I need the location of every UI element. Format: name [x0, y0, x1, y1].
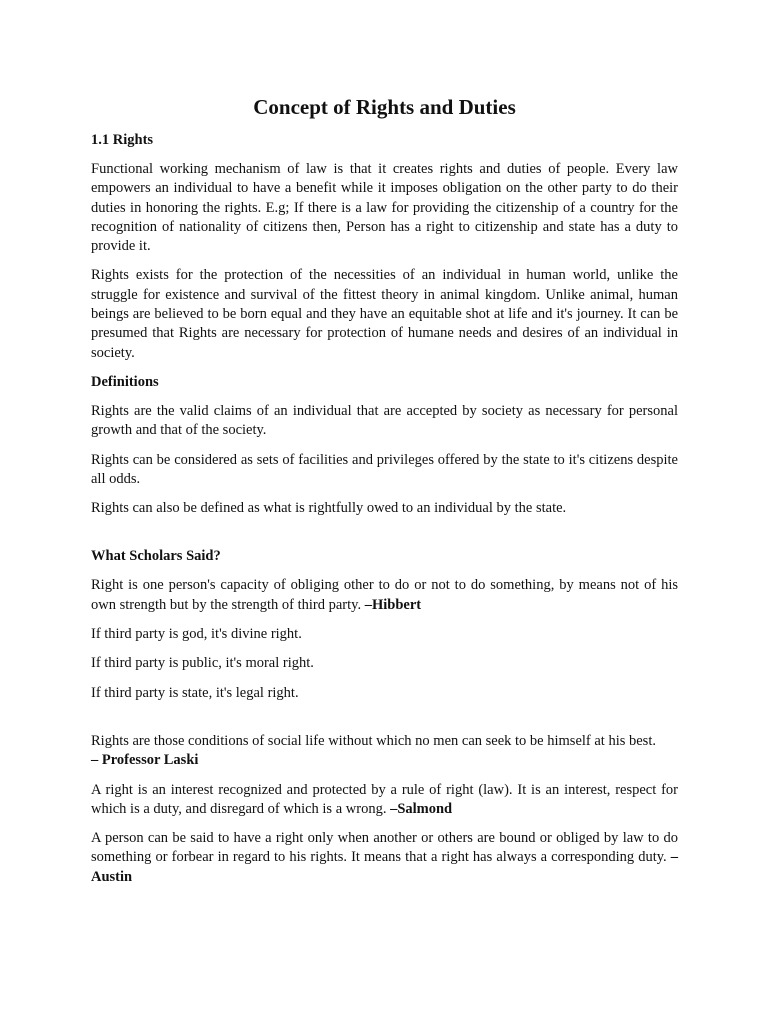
definition-2: Rights can be considered as sets of facilities and privileges offered by the state to it's citizens despite all odds.: [91, 451, 678, 487]
third-party-line-2: If third party is public, it's moral right.: [91, 655, 314, 672]
quote-hibbert-author: –Hibbert: [364, 596, 422, 613]
document-page: [91, 94, 678, 897]
definition-1: Rights are the valid claims of an individual that are accepted by society as necessary for personal growth and that of the society.: [91, 402, 678, 439]
quote-laski-text: Rights are those conditions of social life without which no men can seek to be himself at his best.: [91, 732, 656, 749]
blank-line: [91, 713, 678, 732]
definition-3: Rights can also be defined as what is rightfully owed to an individual by the state.: [91, 500, 567, 517]
paragraph-intro-2: Rights exists for the protection of the necessities of an individual in human world, unlike the struggle for existence and survival of the fittest theory in animal kingdom. Unlike animal, human beings are believed to be born equal and they have an equitable shot at life and it's journey. It can be presumed that Rights are necessary for protection of humane needs and desires of an individual in society.: [91, 267, 678, 361]
blank-line: [91, 528, 678, 547]
third-party-line-3: If third party is state, it's legal right.: [91, 684, 299, 701]
definitions-heading: Definitions: [91, 373, 159, 390]
paragraph-intro-1: Functional working mechanism of law is that it creates rights and duties of people. Every law empowers an individual to have a benefit while it imposes obligation on the other party to do their duties in honoring the rights. E.g; If there is a law for providing the citizenship of a country for the recognition of nationality of citizens then, Person has a right to citizenship and state has a duty to provide it.: [91, 161, 678, 255]
quote-austin-author: –Austin: [91, 849, 678, 885]
quote-laski: [91, 732, 678, 771]
quote-hibbert-text: Right is one person's capacity of obliging other to do or not to do something, by means not of his own strength but by the strength of third party.: [91, 577, 678, 613]
scholars-heading: What Scholars Said?: [91, 548, 221, 565]
quote-laski-author: – Professor Laski: [91, 752, 199, 769]
quote-austin: [91, 829, 678, 887]
third-party-line-1: If third party is god, it's divine right.: [91, 626, 302, 643]
quote-salmond: [91, 781, 678, 820]
section-heading-rights: 1.1 Rights: [91, 132, 154, 148]
document-title: Concept of Rights and Duties: [253, 95, 516, 119]
quote-salmond-author: –Salmond: [390, 800, 453, 817]
quote-austin-text: A person can be said to have a right only when another or others are bound or obliged by law to do something or forbear in regard to his rights. It means that a right has always a corresponding duty.: [91, 830, 678, 866]
quote-hibbert: [91, 576, 678, 615]
quote-salmond-text: A right is an interest recognized and protected by a rule of right (law). It is an interest, respect for which is a duty, and disregard of which is a wrong.: [91, 781, 678, 817]
